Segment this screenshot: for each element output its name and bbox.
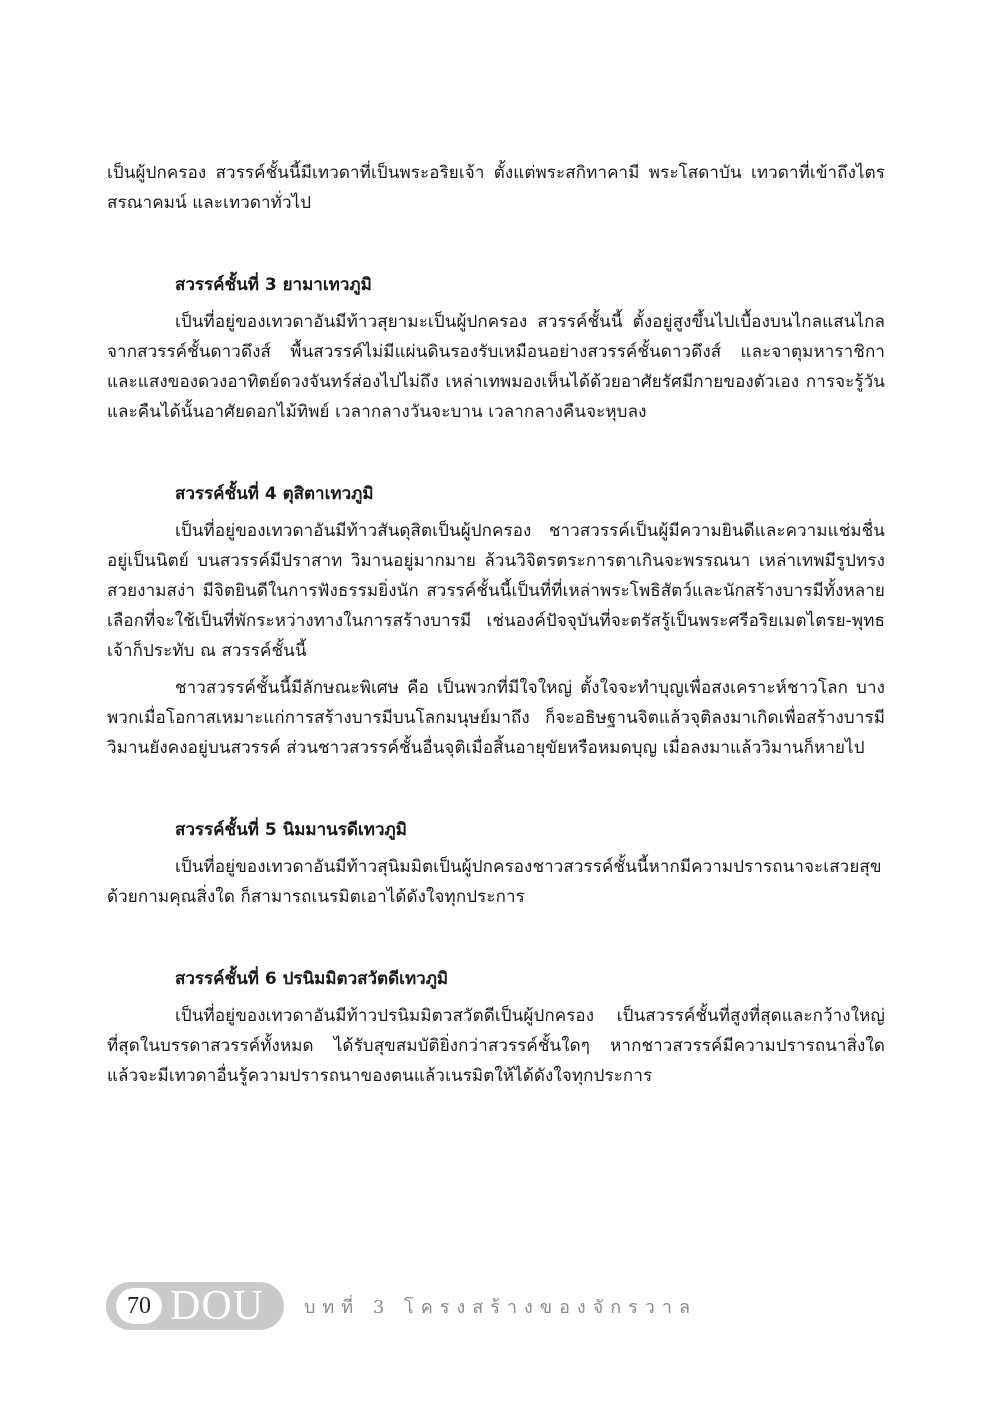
page-number: 70	[116, 1288, 162, 1324]
paragraph-heaven-4b: ชาวสวรรค์ชั้นนี้มีลักษณะพิเศษ คือ เป็นพวกที่มีใจใหญ่ ตั้งใจจะทำบุญเพื่อสงเคราะห์ชาวโลก บางพวกเมื่อโอกาสเหมาะแก่การสร้างบารมีบนโลกมนุษย์มาถึง ก็จะอธิษฐานจิตแล้วจุติลงมาเกิดเพื่อสร้างบารมี วิมานยังคงอยู่บนสวรรค์ ส่วนชาวสวรรค์ชั้นอื่นจุติเมื่อสิ้นอายุขัยหรือหมดบุญ เมื่อลงมาแล้ววิมานก็หายไป	[107, 678, 885, 758]
page-footer	[106, 1281, 697, 1331]
heading-heaven-4: สวรรค์ชั้นที่ 4 ตุสิตาเทวภูมิ	[175, 484, 374, 504]
paragraph-heaven-4a: เป็นที่อยู่ของเทวดาอันมีท้าวสันดุสิตเป็นผู้ปกครอง ชาวสวรรค์เป็นผู้มีความยินดีและความแช่มชื่นอยู่เป็นนิตย์ บนสวรรค์มีปราสาท วิมานอยู่มากมาย ล้วนวิจิตรตระการตาเกินจะพรรณนา เหล่าเทพมีรูปทรงสวยงามสง่า มีจิตยินดีในการฟังธรรมยิ่งนัก สวรรค์ชั้นนี้เป็นที่ที่เหล่าพระโพธิสัตว์และนักสร้างบารมีทั้งหลายเลือกที่จะใช้เป็นที่พักระหว่างทางในการสร้างบารมี เช่นองค์ปัจจุบันที่จะตรัสรู้เป็นพระศรีอริยเมตไตรย-พุทธเจ้าก็ประทับ ณ สวรรค์ชั้นนี้	[107, 521, 885, 661]
paragraph-intro: เป็นผู้ปกครอง สวรรค์ชั้นนี้มีเทวดาที่เป็นพระอริยเจ้า ตั้งแต่พระสกิทาคามี พระโสดาบัน เทวดาที่เข้าถึงไตรสรณาคมน์ และเทวดาทั่วไป	[107, 163, 885, 213]
footer-badge	[106, 1282, 284, 1330]
heading-heaven-3: สวรรค์ชั้นที่ 3 ยามาเทวภูมิ	[175, 275, 372, 295]
heading-heaven-6: สวรรค์ชั้นที่ 6 ปรนิมมิตวสวัตดีเทวภูมิ	[175, 969, 449, 989]
chapter-title: บทที่ 3 โครงสร้างของจักรวาล	[304, 1296, 698, 1318]
heading-heaven-5: สวรรค์ชั้นที่ 5 นิมมานรดีเทวภูมิ	[175, 820, 407, 840]
document-body	[107, 158, 885, 1091]
paragraph-heaven-6: เป็นที่อยู่ของเทวดาอันมีท้าวปรนิมมิตวสวัตดีเป็นผู้ปกครอง เป็นสวรรค์ชั้นที่สูงที่สุดและกว้างใหญ่ที่สุดในบรรดาสวรรค์ทั้งหมด ได้รับสุขสมบัติยิ่งกว่าสวรรค์ชั้นใดๆ หากชาวสวรรค์มีความปรารถนาสิ่งใดแล้วจะมีเทวดาอื่นรู้ความปรารถนาของตนแล้วเนรมิตให้ได้ดังใจทุกประการ	[107, 1006, 885, 1086]
dou-logo: DOU	[170, 1283, 264, 1329]
paragraph-heaven-5: เป็นที่อยู่ของเทวดาอันมีท้าวสุนิมมิตเป็นผู้ปกครองชาวสวรรค์ชั้นนี้หากมีความปรารถนาจะเสวยสุขด้วยกามคุณสิ่งใด ก็สามารถเนรมิตเอาได้ดังใจทุกประการ	[107, 857, 882, 907]
paragraph-heaven-3: เป็นที่อยู่ของเทวดาอันมีท้าวสุยามะเป็นผู้ปกครอง สวรรค์ชั้นนี้ ตั้งอยู่สูงขึ้นไปเบื้องบนไกลแสนไกลจากสวรรค์ชั้นดาวดึงส์ พื้นสวรรค์ไม่มีแผ่นดินรองรับเหมือนอย่างสวรรค์ชั้นดาวดึงส์ และจาตุมหาราชิกา และแสงของดวงอาทิตย์ดวงจันทร์ส่องไปไม่ถึง เหล่าเทพมองเห็นได้ด้วยอาศัยรัศมีกายของตัวเอง การจะรู้วันและคืนได้นั้นอาศัยดอกไม้ทิพย์ เวลากลางวันจะบาน เวลากลางคืนจะหุบลง	[107, 312, 885, 422]
